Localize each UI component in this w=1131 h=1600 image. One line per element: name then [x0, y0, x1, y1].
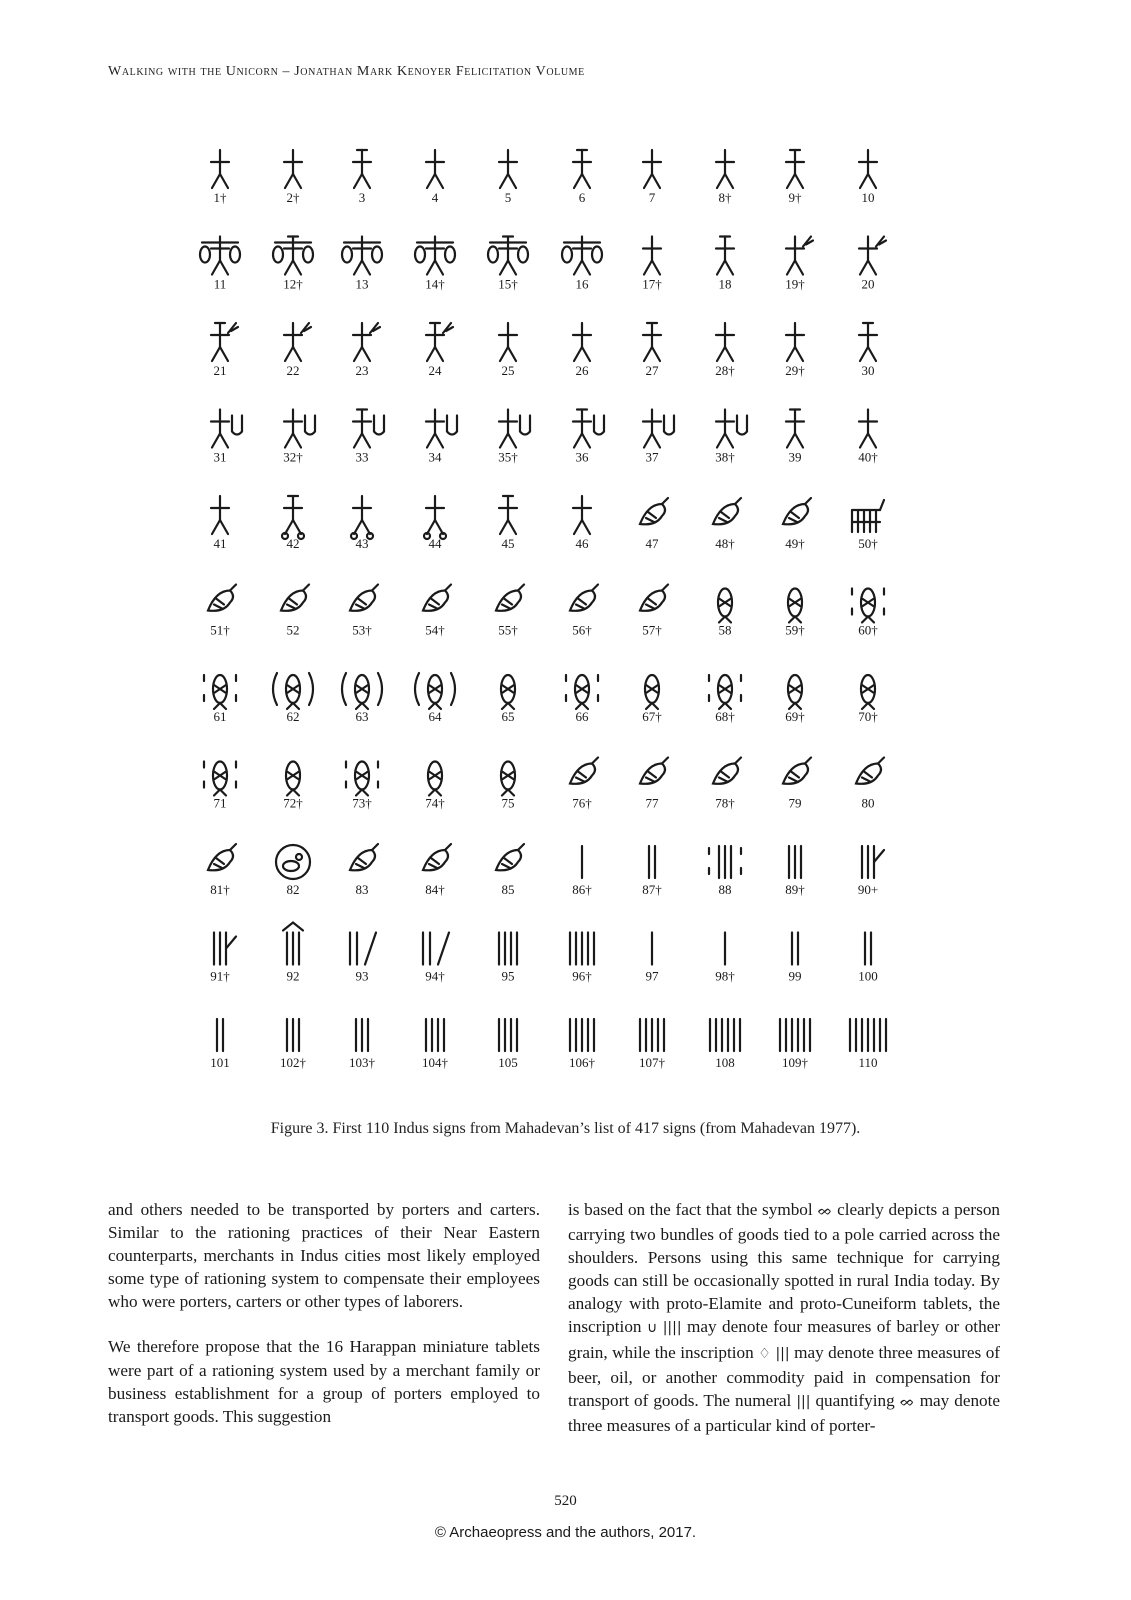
sign-87-label: 87† — [642, 882, 662, 897]
sign-56-glyph — [570, 585, 598, 611]
sign-38-glyph — [716, 410, 747, 448]
sign-67-glyph — [645, 675, 659, 709]
sign-35-label: 35† — [498, 449, 518, 465]
sign-48-label: 48† — [715, 536, 735, 551]
sign-73-label: 73† — [352, 795, 372, 811]
sign-78-glyph — [713, 758, 741, 784]
sign-63-glyph — [342, 673, 382, 709]
sign-49-label: 49† — [785, 536, 805, 551]
sign-99-label: 99 — [788, 968, 802, 984]
sign-107-glyph — [640, 1019, 664, 1051]
sign-7-label: 7 — [648, 190, 656, 205]
paragraph: is based on the fact that the symbol ᨖ clearly depicts a person carrying two bundles of goods tied to a pole carried across the shoulders. Persons using this same technique for carrying goods can still be occasionally spotted in rural India today. By analogy with proto-Elamite and proto-Cuneiform tablets, the inscription ∪ |||| may denote four measures of barley or other grain, while the inscription ♢ ||| may denote three measures of beer, oil, or another commodity paid in compensation for transport of goods. The numeral ||| quantifying ᨖ may denote three measures of a particular kind of porter- — [568, 1200, 1001, 1435]
sign-5-label: 5 — [504, 190, 512, 205]
sign-79-glyph — [783, 758, 811, 784]
sign-45-glyph — [499, 496, 517, 534]
sign-31-glyph — [211, 410, 242, 448]
sign-list-figure — [190, 140, 950, 1080]
sign-27-label: 27 — [645, 363, 659, 378]
sign-44-label: 44 — [428, 536, 442, 551]
sign-54-glyph — [423, 585, 451, 611]
sign-60-label: 60† — [858, 622, 878, 638]
porter-sign-icon: ᨖ — [817, 1203, 833, 1219]
sign-16-label: 16 — [575, 276, 589, 292]
sign-64-glyph — [415, 673, 455, 709]
sign-50-label: 50† — [858, 536, 878, 551]
sign-36-label: 36 — [575, 449, 589, 465]
sign-35-glyph — [499, 410, 530, 448]
sign-75-glyph — [501, 762, 515, 796]
sign-13-label: 13 — [355, 276, 369, 292]
sign-54-label: 54† — [425, 622, 445, 638]
sign-82-glyph — [276, 845, 310, 879]
sign-30-glyph — [859, 323, 877, 361]
sign-88-label: 88 — [718, 882, 732, 897]
sign-55-label: 55† — [498, 622, 518, 638]
sign-45-label: 45 — [501, 536, 515, 551]
sign-7-glyph — [643, 150, 661, 188]
sign-18-glyph — [716, 237, 734, 275]
sign-8-glyph — [716, 150, 734, 188]
sign-90-glyph — [862, 846, 884, 878]
sign-3-label: 3 — [358, 190, 366, 205]
running-head: Walking with the Unicorn – Jonathan Mark Kenoyer Felicitation Volume — [108, 64, 585, 79]
sign-70-label: 70† — [858, 709, 878, 724]
sign-39-glyph — [786, 410, 804, 448]
sign-57-glyph — [640, 585, 668, 611]
sign-52-glyph — [281, 585, 309, 611]
sign-22-label: 22 — [286, 363, 300, 378]
sign-18-label: 18 — [718, 276, 732, 292]
sign-101-label: 101 — [210, 1055, 230, 1070]
text-column-left — [108, 1198, 540, 1450]
sign-100-glyph — [865, 933, 871, 965]
sign-95-glyph — [499, 933, 517, 965]
sign-96-label: 96† — [572, 968, 592, 984]
sign-86-label: 86† — [572, 882, 592, 897]
sign-74-glyph — [428, 762, 442, 796]
sign-53-glyph — [350, 585, 378, 611]
sign-17-glyph — [643, 237, 661, 275]
sign-28-glyph — [716, 323, 734, 361]
sign-71-glyph — [204, 762, 236, 796]
sign-66-label: 66 — [575, 709, 589, 724]
sign-110-label: 110 — [858, 1055, 878, 1070]
sign-58-label: 58 — [718, 622, 732, 638]
sign-43-label: 43 — [355, 536, 369, 551]
sign-63-label: 63 — [355, 709, 369, 724]
sign-93-glyph — [350, 933, 376, 965]
sign-32-glyph — [284, 410, 315, 448]
sign-23-label: 23 — [355, 363, 369, 378]
sign-46-glyph — [573, 496, 591, 534]
diamond-sign-icon: ♢ — [758, 1345, 771, 1362]
paragraph: We therefore propose that the 16 Harappan miniature tablets were part of a rationing system used by a merchant family or business establishment for a group of porters employed to transport goods. This suggestion — [108, 1337, 540, 1426]
sign-62-label: 62 — [286, 709, 300, 724]
sign-77-label: 77 — [645, 795, 659, 811]
sign-50-glyph — [852, 500, 884, 532]
sign-81-label: 81† — [210, 882, 230, 897]
sign-82-label: 82 — [286, 882, 300, 897]
sign-81-glyph — [208, 844, 236, 870]
sign-5-glyph — [499, 150, 517, 188]
sign-60-glyph — [852, 589, 884, 623]
sign-15-glyph — [488, 237, 528, 275]
sign-44-glyph — [424, 496, 446, 539]
sign-97-label: 97 — [645, 968, 659, 984]
sign-6-label: 6 — [578, 190, 586, 205]
sign-19-label: 19† — [785, 276, 805, 292]
sign-2-label: 2† — [286, 190, 300, 205]
sign-29-label: 29† — [785, 363, 805, 378]
sign-30-label: 30 — [861, 363, 875, 378]
sign-23-glyph — [353, 323, 380, 361]
sign-37-label: 37 — [645, 449, 659, 465]
sign-95-label: 95 — [501, 968, 515, 984]
sign-8-label: 8† — [718, 190, 732, 205]
sign-89-glyph — [789, 846, 801, 878]
sign-41-glyph — [211, 496, 229, 534]
sign-4-glyph — [426, 150, 444, 188]
sign-103-glyph — [356, 1019, 368, 1051]
sign-17-label: 17† — [642, 276, 662, 292]
sign-57-label: 57† — [642, 622, 662, 638]
text-column-right — [568, 1198, 1000, 1459]
sign-85-glyph — [496, 844, 524, 870]
sign-37-glyph — [643, 410, 674, 448]
sign-103-label: 103† — [349, 1055, 375, 1070]
sign-56-label: 56† — [572, 622, 592, 638]
sign-64-label: 64 — [428, 709, 442, 724]
sign-20-label: 20 — [861, 276, 875, 292]
sign-12-glyph — [273, 237, 313, 275]
sign-12-label: 12† — [283, 276, 303, 292]
sign-34-label: 34 — [428, 449, 442, 465]
sign-65-label: 65 — [501, 709, 515, 724]
sign-15-label: 15† — [498, 276, 518, 292]
sign-26-glyph — [573, 323, 591, 361]
sign-26-label: 26 — [575, 363, 589, 378]
sign-10-glyph — [859, 150, 877, 188]
sign-74-label: 74† — [425, 795, 445, 811]
paragraph: and others needed to be transported by porters and carters. Similar to the rationing practices of their Near Eastern counterparts, merchants in Indus cities most likely employed some type of rationing system to compensate their employees who were porters, carters or other types of laborers. — [108, 1200, 540, 1312]
sign-104-glyph — [426, 1019, 444, 1051]
sign-110-glyph — [850, 1019, 886, 1051]
sign-100-label: 100 — [858, 968, 878, 984]
sign-71-label: 71 — [213, 795, 227, 811]
sign-92-glyph — [283, 923, 303, 965]
sign-94-glyph — [423, 933, 449, 965]
sign-2-glyph — [284, 150, 302, 188]
sign-79-label: 79 — [788, 795, 802, 811]
sign-31-label: 31 — [213, 449, 227, 465]
sign-76-label: 76† — [572, 795, 592, 811]
sign-76-glyph — [570, 758, 598, 784]
sign-80-label: 80 — [861, 795, 875, 811]
sign-55-glyph — [496, 585, 524, 611]
sign-107-label: 107† — [639, 1055, 665, 1070]
sign-10-label: 10 — [861, 190, 875, 205]
sign-89-label: 89† — [785, 882, 805, 897]
sign-6-glyph — [573, 150, 591, 188]
sign-21-glyph — [211, 323, 238, 361]
sign-52-label: 52 — [286, 622, 300, 638]
sign-40-label: 40† — [858, 449, 878, 465]
sign-84-glyph — [423, 844, 451, 870]
sign-84-label: 84† — [425, 882, 445, 897]
sign-85-label: 85 — [501, 882, 515, 897]
sign-33-glyph — [353, 410, 384, 448]
sign-9-label: 9† — [788, 190, 802, 205]
sign-13-glyph — [342, 237, 382, 275]
sign-27-glyph — [643, 323, 661, 361]
sign-93-label: 93 — [355, 968, 369, 984]
sign-90-label: 90+ — [857, 882, 879, 897]
sign-4-label: 4 — [431, 190, 439, 205]
sign-101-glyph — [217, 1019, 223, 1051]
sign-32-label: 32† — [283, 449, 303, 465]
sign-9-glyph — [786, 150, 804, 188]
sign-98-label: 98† — [715, 968, 735, 984]
sign-11-glyph — [200, 237, 240, 275]
sign-78-label: 78† — [715, 795, 735, 811]
sign-42-label: 42 — [286, 536, 300, 551]
sign-14-label: 14† — [425, 276, 445, 292]
sign-102-glyph — [287, 1019, 299, 1051]
sign-39-label: 39 — [788, 449, 802, 465]
sign-25-glyph — [499, 323, 517, 361]
sign-73-glyph — [346, 762, 378, 796]
sign-88-glyph — [709, 846, 741, 878]
sign-61-label: 61 — [213, 709, 227, 724]
sign-25-label: 25 — [501, 363, 515, 378]
sign-3-glyph — [353, 150, 371, 188]
sign-grid — [190, 140, 950, 1080]
sign-104-label: 104† — [422, 1055, 448, 1070]
sign-59-glyph — [788, 589, 802, 623]
sign-108-label: 108 — [715, 1055, 735, 1070]
three-strokes-icon: ||| — [796, 1393, 811, 1410]
sign-106-label: 106† — [569, 1055, 595, 1070]
sign-40-glyph — [859, 410, 877, 448]
sign-59-label: 59† — [785, 622, 805, 638]
sign-41-label: 41 — [213, 536, 227, 551]
three-strokes-icon: ||| — [775, 1345, 790, 1362]
sign-69-glyph — [788, 675, 802, 709]
sign-20-glyph — [859, 237, 886, 275]
sign-61-glyph — [204, 675, 236, 709]
sign-36-glyph — [573, 410, 604, 448]
sign-66-glyph — [566, 675, 598, 709]
sign-80-glyph — [856, 758, 884, 784]
sign-70-glyph — [861, 675, 875, 709]
sign-83-label: 83 — [355, 882, 369, 897]
copyright: © Archaeopress and the authors, 2017. — [434, 1524, 697, 1541]
sign-99-glyph — [792, 933, 798, 965]
sign-91-label: 91† — [210, 968, 230, 984]
sign-34-glyph — [426, 410, 457, 448]
sign-68-glyph — [709, 675, 741, 709]
four-strokes-icon: |||| — [662, 1320, 682, 1337]
sign-108-glyph — [710, 1019, 740, 1051]
sign-38-label: 38† — [715, 449, 735, 465]
sign-49-glyph — [783, 498, 811, 524]
sign-42-glyph — [282, 496, 304, 539]
sign-67-label: 67† — [642, 709, 662, 724]
sign-72-glyph — [286, 762, 300, 796]
sign-68-label: 68† — [715, 709, 735, 724]
page-number: 520 — [554, 1493, 577, 1509]
figure-caption: Figure 3. First 110 Indus signs from Mahadevan’s list of 417 signs (from Mahadevan 1977). — [270, 1120, 861, 1137]
sign-16-glyph — [562, 237, 602, 275]
sign-72-label: 72† — [283, 795, 303, 811]
sign-102-label: 102† — [280, 1055, 306, 1070]
sign-91-glyph — [214, 933, 236, 965]
sign-109-label: 109† — [782, 1055, 808, 1070]
sign-92-label: 92 — [286, 968, 300, 984]
sign-24-label: 24 — [428, 363, 442, 378]
sign-75-label: 75 — [501, 795, 515, 811]
sign-62-glyph — [273, 673, 313, 709]
sign-21-label: 21 — [213, 363, 227, 378]
sign-48-glyph — [713, 498, 741, 524]
sign-43-glyph — [351, 496, 373, 539]
sign-47-label: 47 — [645, 536, 659, 551]
sign-22-glyph — [284, 323, 311, 361]
sign-77-glyph — [640, 758, 668, 784]
sign-28-label: 28† — [715, 363, 735, 378]
sign-1-glyph — [211, 150, 229, 188]
sign-109-glyph — [780, 1019, 810, 1051]
sign-58-glyph — [718, 589, 732, 623]
sign-69-label: 69† — [785, 709, 805, 724]
sign-29-glyph — [786, 323, 804, 361]
sign-47-glyph — [640, 498, 668, 524]
sign-105-glyph — [499, 1019, 517, 1051]
sign-96-glyph — [570, 933, 594, 965]
sign-83-glyph — [350, 844, 378, 870]
sign-51-glyph — [208, 585, 236, 611]
sign-65-glyph — [501, 675, 515, 709]
sign-87-glyph — [649, 846, 655, 878]
porter-sign-icon: ᨖ — [899, 1393, 915, 1410]
sign-105-label: 105 — [498, 1055, 518, 1070]
sign-51-label: 51† — [210, 622, 230, 638]
sign-94-label: 94† — [425, 968, 445, 984]
sign-106-glyph — [570, 1019, 594, 1051]
sign-19-glyph — [786, 237, 813, 275]
sign-1-label: 1† — [213, 190, 227, 205]
u-sign-icon: ∪ — [646, 1320, 658, 1337]
sign-53-label: 53† — [352, 622, 372, 638]
sign-11-label: 11 — [213, 276, 227, 292]
sign-33-label: 33 — [355, 449, 369, 465]
sign-14-glyph — [415, 237, 455, 275]
sign-46-label: 46 — [575, 536, 589, 551]
sign-24-glyph — [426, 323, 453, 361]
